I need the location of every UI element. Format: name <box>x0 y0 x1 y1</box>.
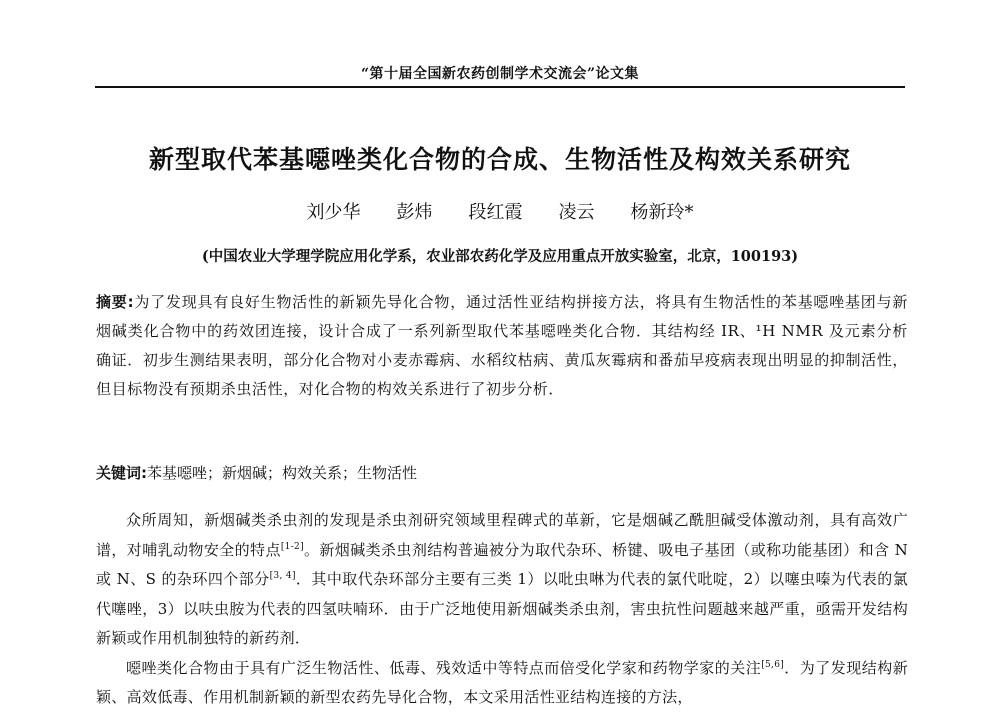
paper-title: 新型取代苯基噁唑类化合物的合成、生物活性及构效关系研究 <box>148 145 851 174</box>
author-name: 杨新玲* <box>630 202 694 223</box>
author-list <box>95 198 905 224</box>
author-name: 刘少华 <box>306 202 361 223</box>
abstract <box>96 288 908 404</box>
body-text <box>96 506 908 713</box>
keywords-text: 苯基噁唑；新烟碱；构效关系；生物活性 <box>147 464 418 482</box>
citation: [3, 4] <box>269 571 296 581</box>
abstract-text: 为了发现具有良好生物活性的新颖先导化合物，通过活性亚结构拼接方法，将具有生物活性的苯基噁唑基团与新烟碱类化合物中的药效团连接，设计合成了一系列新型取代苯基噁唑类化合物．其结构经 IR、¹H NMR 及元素分析确证．初步生测结果表明，部分化合物对小麦赤霉病、水稻纹枯病、黄瓜灰霉病和番茄早疫病表现出明显的抑制活性，但目标物没有预期杀虫活性，对化合物的构效关系进行了初步分析． <box>96 293 908 398</box>
body-text-span: 众所周知，新烟碱类杀虫剂的发现是杀虫剂研究领域里程碑式的革新，它是烟碱乙酰胆碱受体激动剂，具有高效广谱，对哺乳动物安全的特点 <box>96 511 908 559</box>
citation: [1-2] <box>280 541 304 552</box>
body-text-span: 。新烟碱类杀虫剂结构普遍被分为取代杂环、桥键、吸电子基团（或称功能基团）和含 N 或 N、S 的杂环四个部分 <box>96 540 908 588</box>
body-paragraph <box>96 506 908 654</box>
running-header: “第十届全国新农药创制学术交流会”论文集 <box>360 66 640 82</box>
body-text-span: ．其中取代杂环部分主要有三类 1）以吡虫啉为代表的氯代吡啶，2）以噻虫嗪为代表的氯代噻唑，3）以呋虫胺为代表的四氢呋喃环．由于广泛地使用新烟碱类杀虫剂，害虫抗性问题越来越严重，亟需开发结构新颖或作用机制独特的新药剂． <box>96 570 909 647</box>
body-text-span: 噁唑类化合物由于具有广泛生物活性、低毒、残效适中等特点而倍受化学家和药物学家的关注 <box>126 658 762 677</box>
author-name: 凌云 <box>558 202 595 223</box>
header-rule <box>95 86 905 88</box>
citation: [5,6] <box>761 659 785 670</box>
author-name: 彭炜 <box>396 202 433 223</box>
keywords <box>96 459 908 488</box>
affiliation: (中国农业大学理学院应用化学系，农业部农药化学及应用重点开放实验室，北京，100193) <box>201 248 799 265</box>
abstract-label: 摘要: <box>96 293 135 311</box>
body-paragraph <box>96 654 908 713</box>
author-name: 段红霞 <box>468 202 523 223</box>
body-text-span: ．为了发现结构新颖、高效低毒、作用机制新颖的新型农药先导化合物，本文采用活性亚结构连接的方法， <box>96 658 908 706</box>
keywords-label: 关键词: <box>96 464 147 482</box>
